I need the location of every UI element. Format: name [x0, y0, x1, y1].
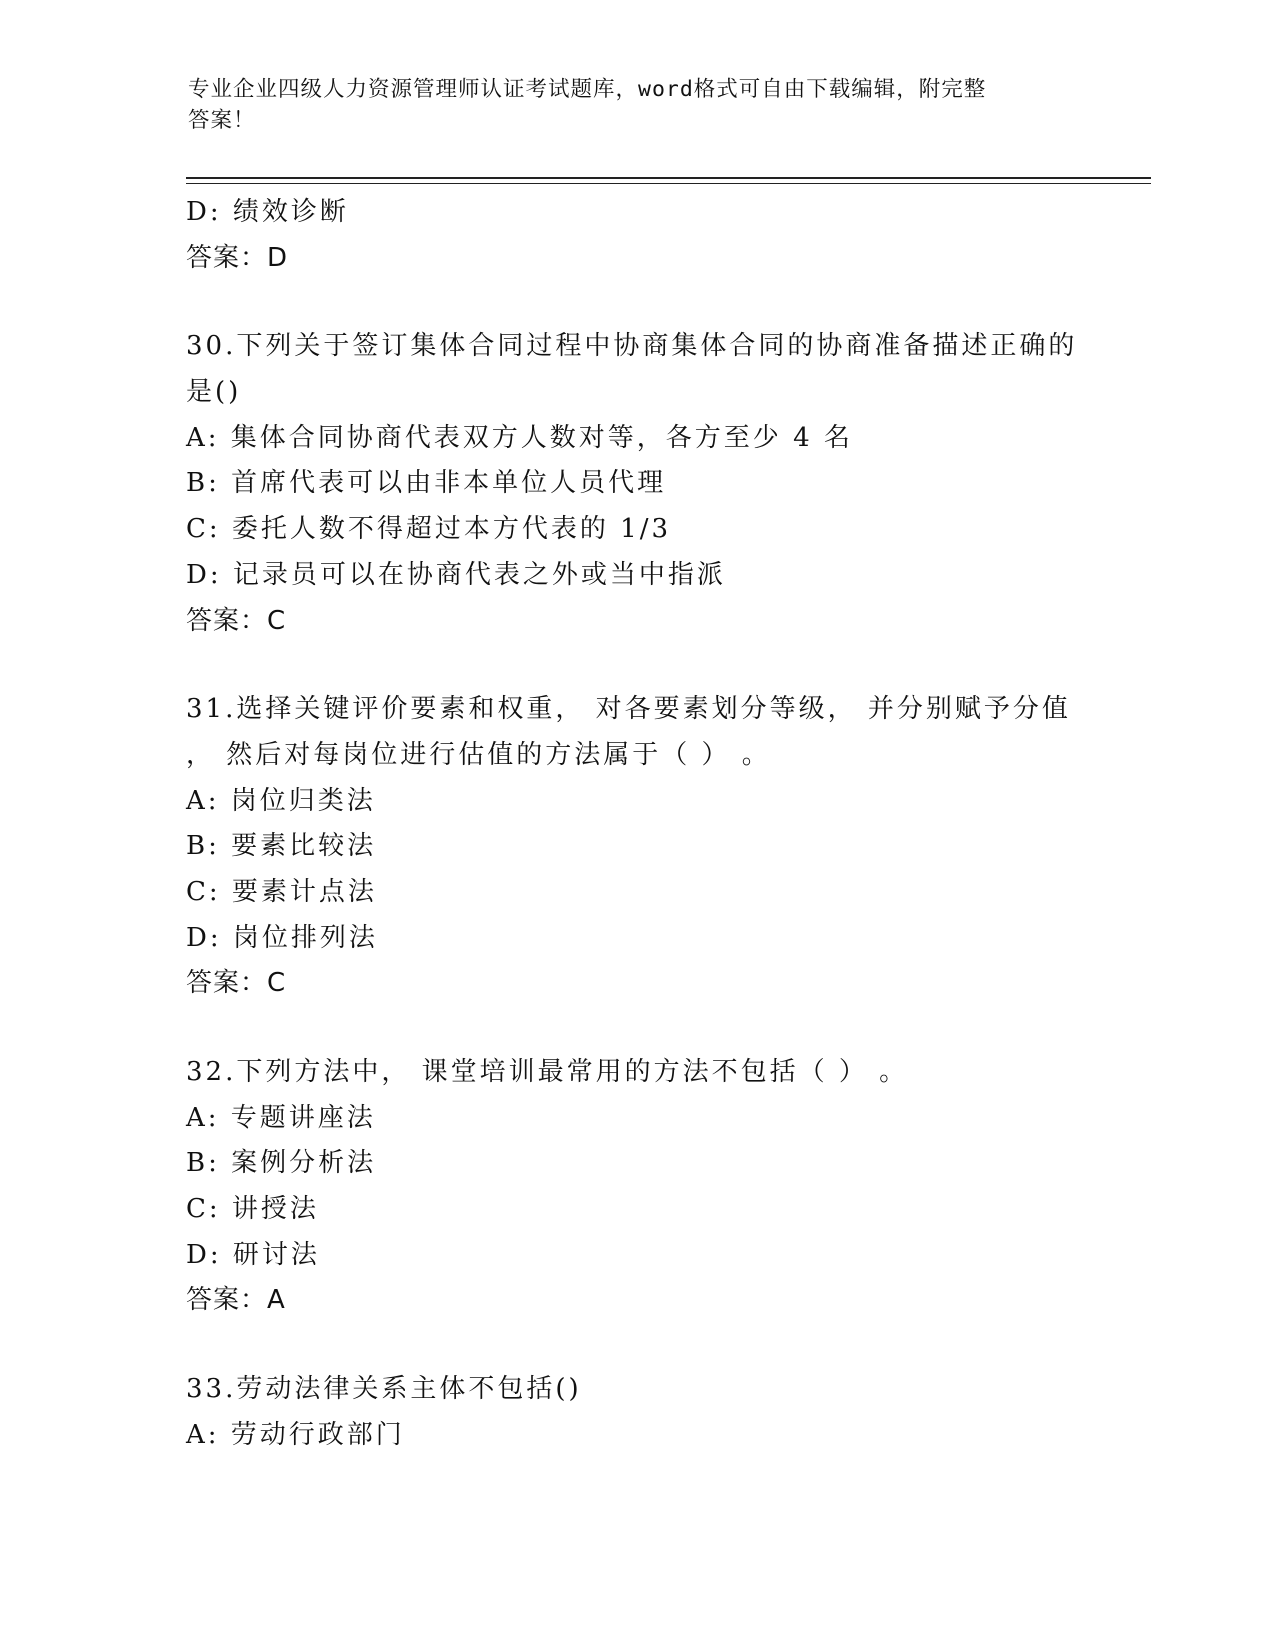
- question-33: [186, 1367, 1151, 1458]
- option-d: D: 记录员可以在协商代表之外或当中指派: [186, 559, 726, 590]
- option-a: A: 专题讲座法: [186, 1102, 376, 1133]
- option-d: D: 绩效诊断: [186, 197, 349, 227]
- option-c: C: 讲授法: [186, 1194, 319, 1225]
- option-c: C: 要素计点法: [186, 876, 377, 907]
- header-rule-thin: [186, 183, 1151, 184]
- spacer: [186, 1324, 1151, 1367]
- question-stem: 32.下列方法中， 课堂培训最常用的方法不包括（ ） 。: [186, 1057, 909, 1087]
- question-stem: 31.选择关键评价要素和权重， 对各要素划分等级， 并分别赋予分值: [186, 694, 1071, 725]
- question-stem: 30.下列关于签订集体合同过程中协商集体合同的协商准备描述正确的: [186, 331, 1078, 362]
- header-line-2: 答案！: [188, 108, 256, 133]
- header-line-1: 专业企业四级人力资源管理师认证考试题库，word格式可自由下载编辑，附完整: [188, 77, 987, 102]
- answer: 答案：A: [186, 1285, 286, 1316]
- option-a: A: 岗位归类法: [186, 785, 376, 816]
- question-32: [186, 1050, 1151, 1324]
- option-a: A: 集体合同协商代表双方人数对等，各方至少 4 名: [186, 422, 853, 453]
- header-rule-thick: [186, 177, 1151, 179]
- question-stem: 是(): [186, 377, 242, 408]
- spacer: [186, 281, 1151, 324]
- answer: 答案：C: [186, 968, 287, 999]
- option-b: B: 要素比较法: [186, 831, 377, 862]
- option-b: B: 案例分析法: [186, 1148, 377, 1179]
- question-31: [186, 687, 1151, 1007]
- question-stem: 33.劳动法律关系主体不包括(): [186, 1374, 582, 1405]
- question-content: [186, 190, 1151, 1459]
- option-d: D: 岗位排列法: [186, 922, 378, 953]
- question-stem: ， 然后对每岗位进行估值的方法属于（ ） 。: [186, 739, 771, 770]
- option-b: B: 首席代表可以由非本单位人员代理: [186, 468, 667, 499]
- question-30: [186, 324, 1151, 644]
- spacer: [186, 1007, 1151, 1050]
- option-a: A: 劳动行政部门: [186, 1419, 405, 1450]
- answer: 答案：D: [186, 242, 289, 273]
- spacer: [186, 644, 1151, 687]
- answer: 答案：C: [186, 605, 287, 636]
- page-header: [188, 74, 1068, 136]
- option-d: D: 研讨法: [186, 1239, 320, 1270]
- option-c: C: 委托人数不得超过本方代表的 1/3: [186, 514, 672, 545]
